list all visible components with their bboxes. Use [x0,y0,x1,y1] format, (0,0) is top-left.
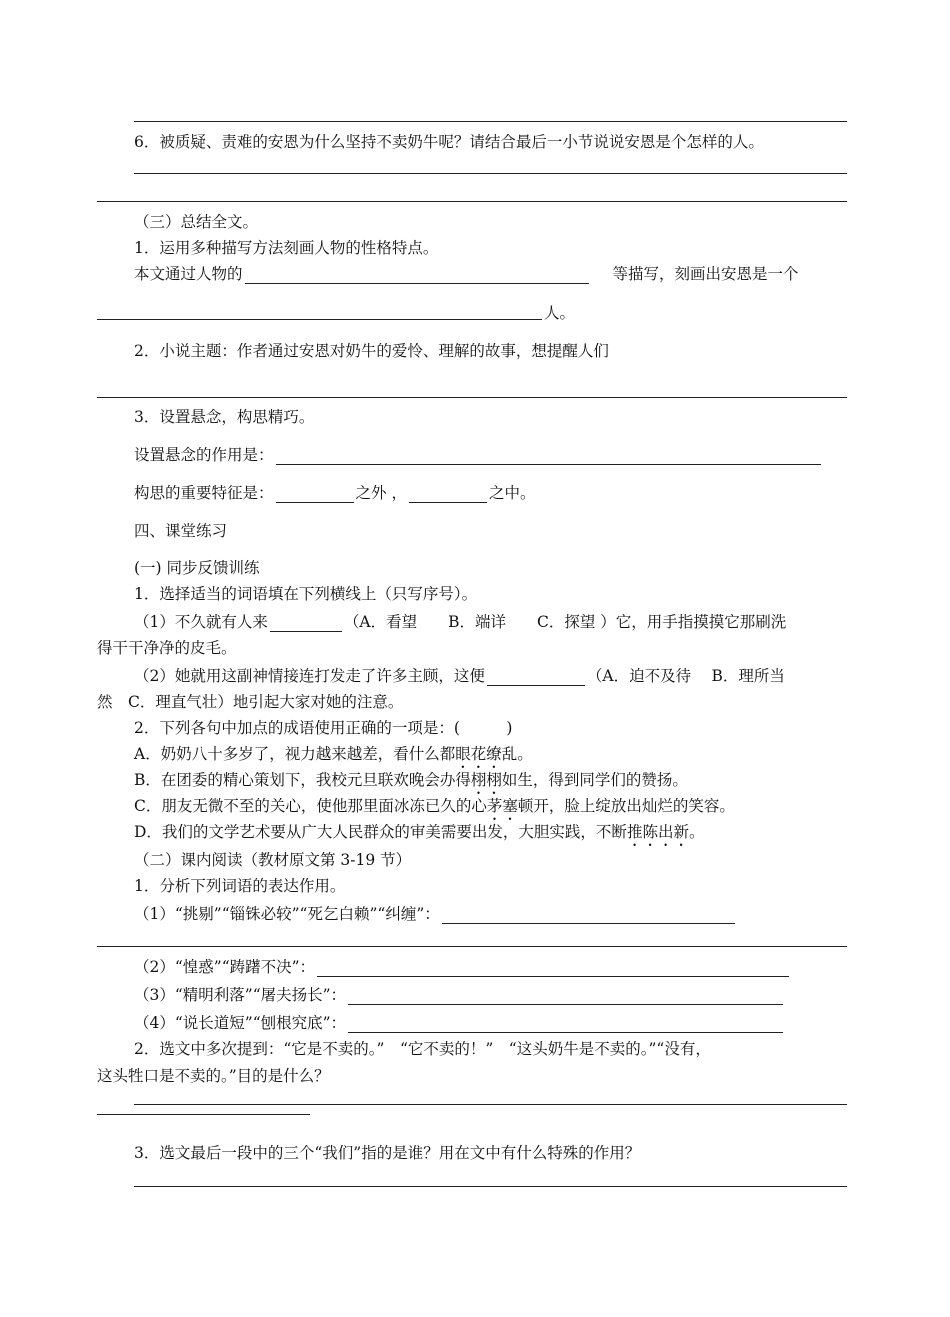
answer-line[interactable] [97,1114,310,1115]
option-c-text: C．朋友无微不至的关心，使他那里面冰冻已久的心 [134,797,487,815]
exercise-1-1 [134,612,786,632]
fill-blank[interactable] [317,961,789,977]
fill-blank[interactable] [348,1017,783,1033]
reading-q1-2-label: （2）“惶惑”“踌躇不决”： [134,958,316,976]
in-class-reading-heading: （二）课内阅读（教材原文第 3-19 节） [134,851,412,869]
fill-blank[interactable] [487,670,585,686]
option-a[interactable] [134,744,533,772]
fill-blank[interactable] [442,908,735,924]
option-c-end: 顿开，脸上绽放出灿烂的笑容。 [517,797,735,815]
option-b[interactable] [134,770,688,798]
section-3-heading: （三）总结全文。 [134,213,259,231]
suspense-effect-label: 设置悬念的作用是： [134,446,274,464]
structure-feature-label: 构思的重要特征是： [134,484,274,502]
exercise-1-1-post: （A．看望 B．端详 C．探望 ）它，用手指摸摸它那刷洗 [343,613,787,631]
reading-q1-2 [134,957,791,977]
outside-text: 之外 ， [355,484,407,502]
structure-feature [134,483,535,503]
fill-blank[interactable] [276,449,821,465]
fill-blank[interactable] [276,487,354,503]
summary-item-2: 2．小说主题：作者通过安恩对奶牛的爱怜、理解的故事，想提醒人们 [134,342,609,360]
summary-item-1-mid: 等描写，刻画出安恩是一个 [612,265,799,283]
reading-q2: 2．选文中多次提到：“它是不卖的。” “它不卖的！” “这头奶牛是不卖的。”“没有， [134,1040,711,1058]
answer-line[interactable] [97,946,847,947]
suspense-effect [134,445,823,465]
answer-line[interactable] [134,121,847,122]
summary-item-1-end: 人。 [544,304,576,322]
exercise-1-2-cont: 然 C．理直气壮）地引起大家对她的注意。 [97,693,404,711]
summary-item-1-fill [134,264,799,284]
fill-blank[interactable] [245,268,589,284]
option-b-text: B．在团委的精心策划下，我校元旦联欢晚会办得 [134,771,471,789]
reading-q1-1 [134,904,737,924]
question-6: 6．被质疑、责难的安恩为什么坚持不卖奶牛呢？请结合最后一小节说说安恩是个怎样的人。 [134,133,764,151]
reading-q3: 3．选文最后一段中的三个“我们”指的是谁？用在文中有什么特殊的作用？ [134,1144,641,1162]
option-d-end: 。 [688,823,705,841]
fill-blank[interactable] [97,319,542,320]
fill-blank[interactable] [270,616,342,632]
option-a-end: 乱。 [501,745,533,763]
option-a-text: A．奶奶八十多岁了，视力越来越差，看什么都 [134,745,456,763]
reading-q1-4-label: （4）“说长道短”“刨根究底”： [134,1014,347,1032]
summary-item-3-title: 3．设置悬念，构思精巧。 [134,408,315,426]
answer-line[interactable] [134,1104,847,1105]
exercise-1: 1．选择适当的词语填在下列横线上（只写序号）。 [134,585,478,603]
fill-blank[interactable] [348,989,783,1005]
part-4-heading: 四、课堂练习 [134,522,228,540]
exercise-1-1-pre: （1）不久就有人来 [134,613,268,631]
dotted-idiom: 推陈出新 [626,823,689,841]
fill-blank[interactable] [409,487,487,503]
reading-q1-1-label: （1）“挑剔”“锱铢必较”“死乞白赖”“纠缠”： [134,905,440,923]
answer-line[interactable] [134,173,847,174]
exercise-1-2-pre: （2）她就用这副神情接连打发走了许多主顾，这便 [134,667,485,685]
answer-line[interactable] [97,201,847,202]
option-c[interactable] [134,796,735,824]
reading-q1-3 [134,985,785,1005]
exercise-1-1-cont: 得干干净净的皮毛。 [97,639,237,657]
option-b-end: 如生，得到同学们的赞扬。 [501,771,688,789]
reading-q1-3-label: （3）“精明利落”“屠夫扬长”： [134,986,347,1004]
summary-item-1-title: 1．运用多种描写方法刻画人物的性格特点。 [134,239,439,257]
dotted-idiom: 栩栩 [470,771,502,789]
reading-q1: 1．分析下列词语的表达作用。 [134,877,346,895]
summary-item-1-pre: 本文通过人物的 [134,265,243,283]
inside-text: 之中。 [488,484,536,502]
exercise-1-2 [134,666,785,686]
option-d[interactable] [134,822,704,850]
answer-line[interactable] [97,397,847,398]
option-d-text: D．我们的文学艺术要从广大人民群众的审美需要出发，大胆实践，不断 [134,823,627,841]
exercise-2: 2．下列各句中加点的成语使用正确的一项是：( ) [134,719,513,737]
answer-line[interactable] [134,1186,847,1187]
sync-training-heading: (一) 同步反馈训练 [134,559,260,577]
reading-q1-4 [134,1013,785,1033]
dotted-idiom: 茅塞 [486,797,518,815]
dotted-idiom: 眼花缭 [455,745,502,763]
exercise-1-2-post: （A．迫不及待 B．理所当 [586,667,785,685]
reading-q2-cont: 这头牲口是不卖的。”目的是什么？ [97,1067,330,1085]
